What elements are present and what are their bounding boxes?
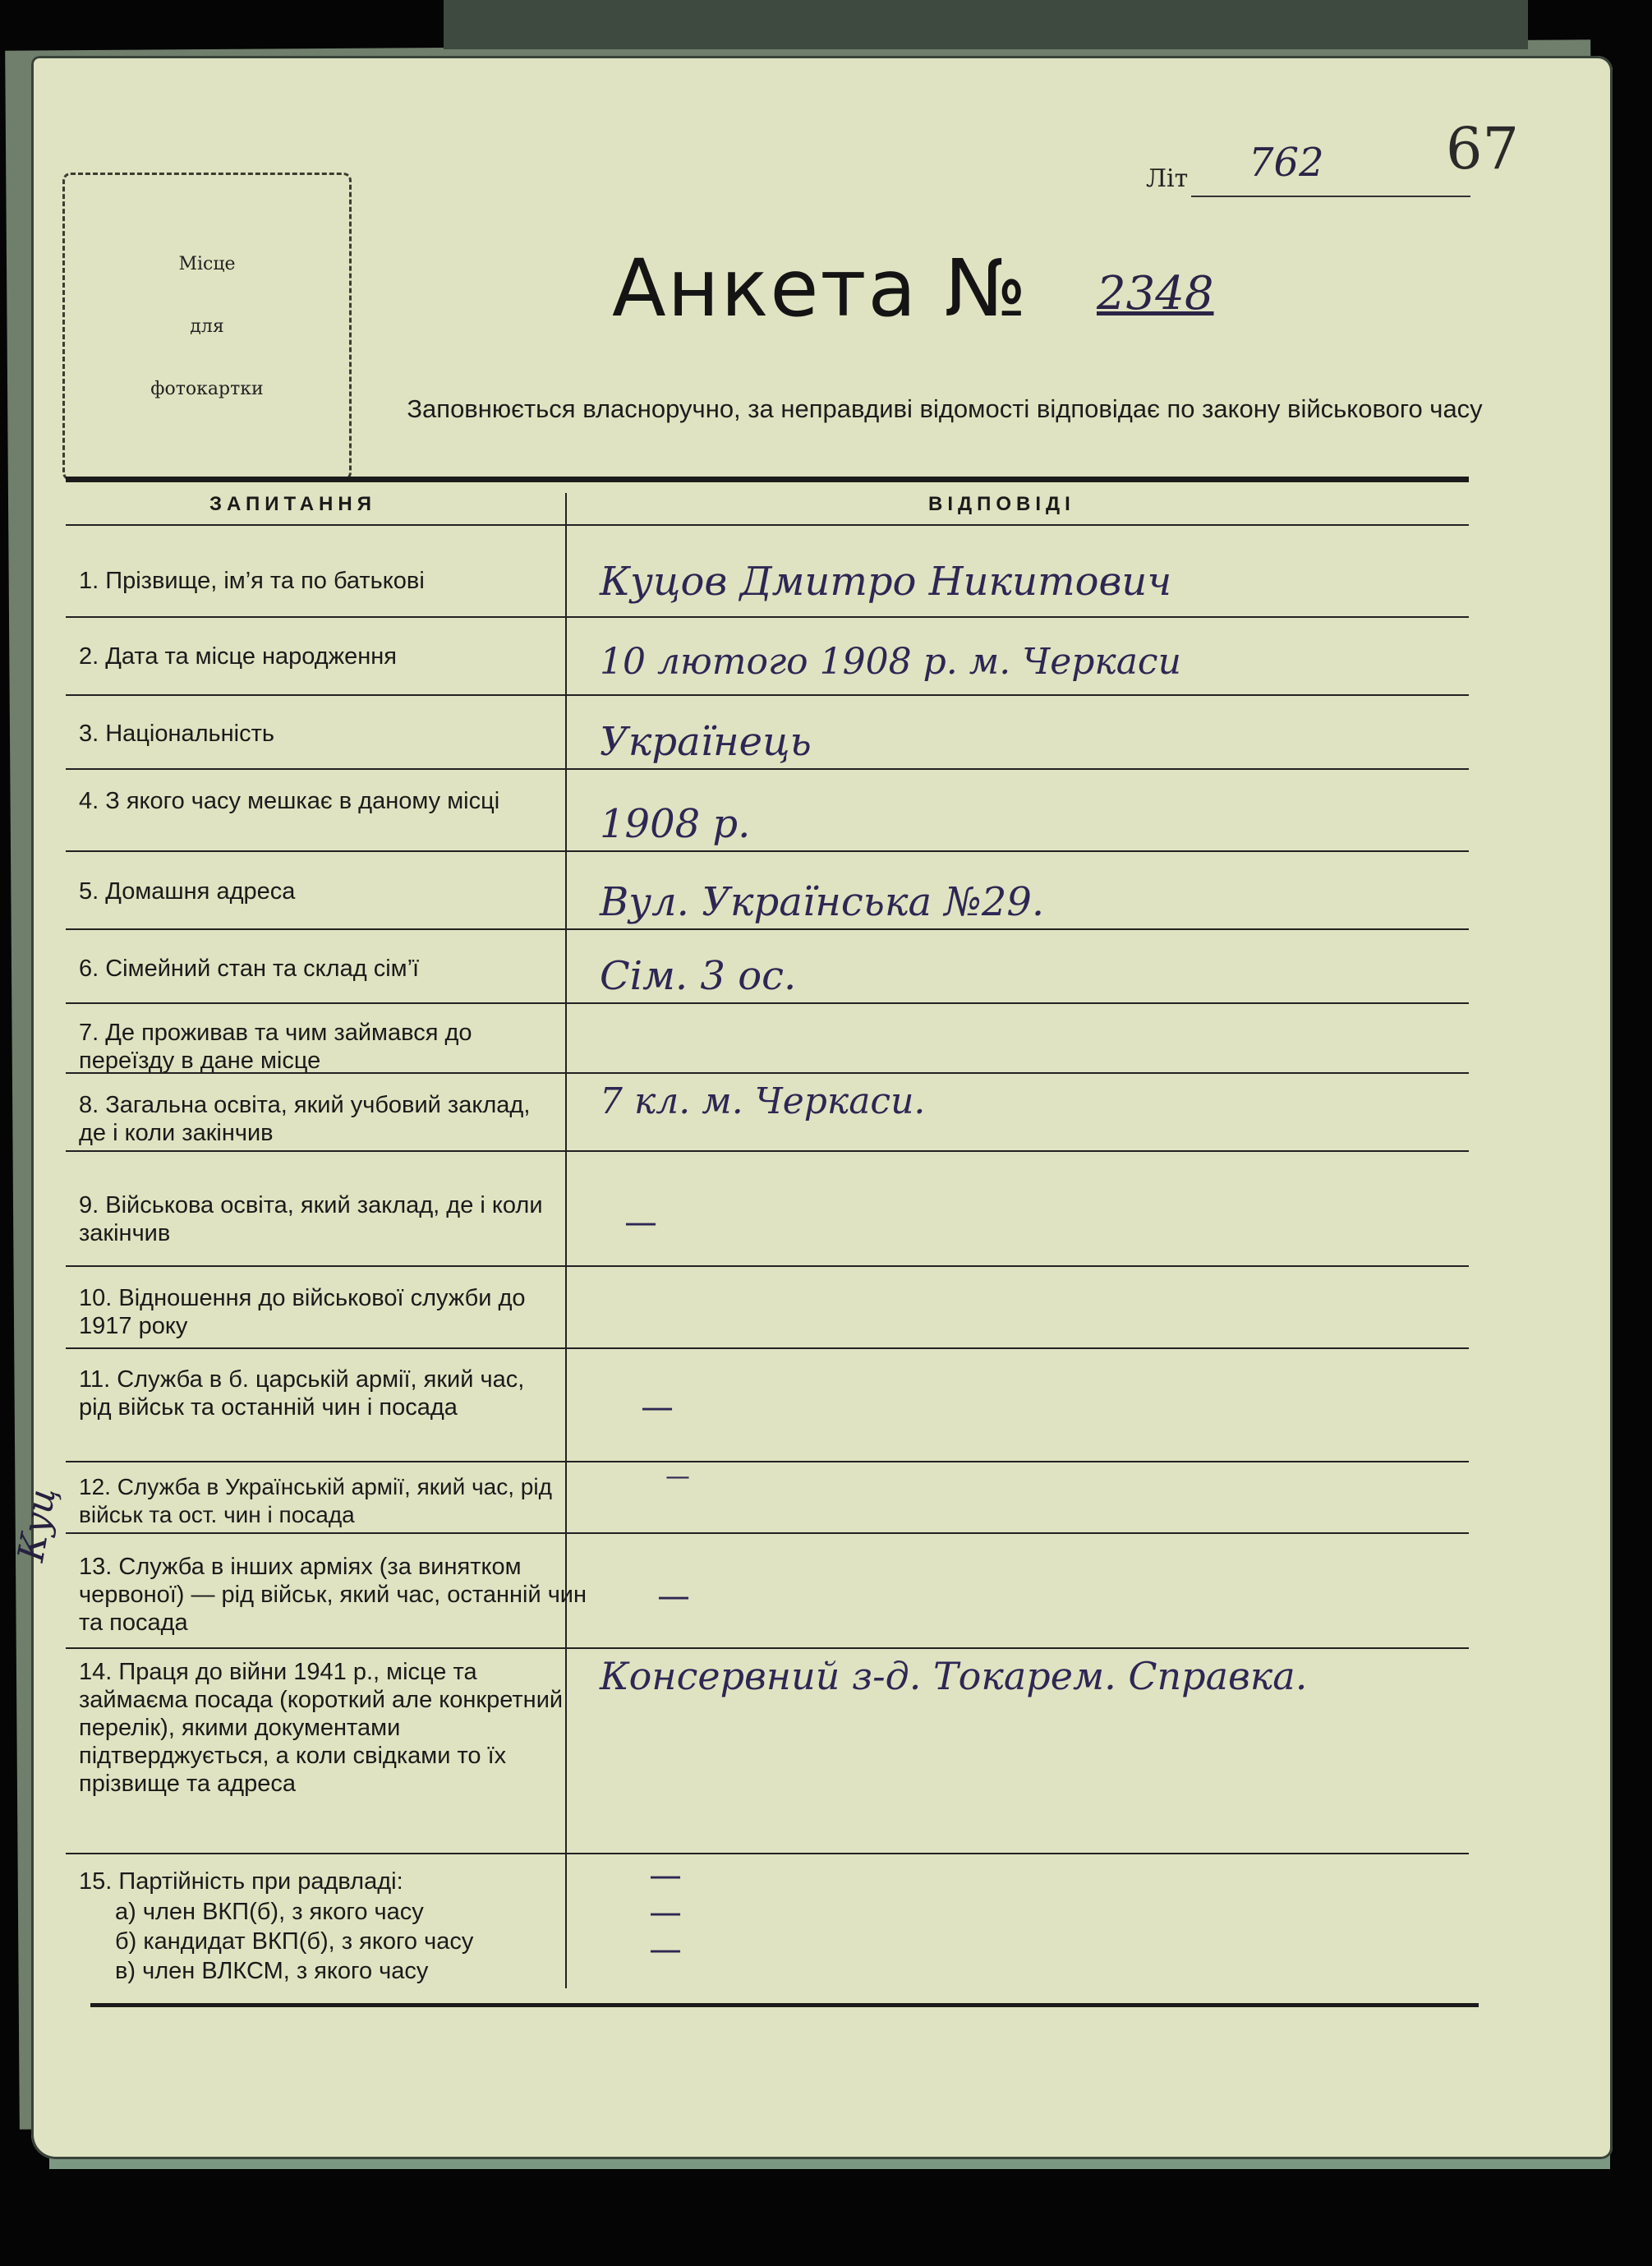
question-3: 3. Національність: [79, 721, 275, 747]
question-10: 10. Відношення до військової служби до 1917 року: [79, 1285, 526, 1339]
photo-label-1: Місце: [178, 253, 236, 274]
question-8: 8. Загальна освіта, який учбовий заклад, де і коли закінчив: [79, 1092, 531, 1146]
page-number: 67: [1446, 115, 1520, 182]
questions-column-header: ЗАПИТАННЯ: [209, 493, 376, 515]
row-line-2: [66, 694, 1469, 696]
answer-1: Куцов Дмитро Никитович: [600, 559, 1172, 605]
answer-15-b: —: [649, 1894, 682, 1932]
header-row-line: [66, 524, 1469, 526]
row-line-7: [66, 1072, 1469, 1074]
row-line-3: [66, 768, 1469, 770]
lit-number: 762: [1249, 140, 1324, 186]
row-line-4: [66, 850, 1469, 852]
question-13: 13. Служба в інших арміях (за винятком червоної) — рід військ, який час, останній чин та посада: [79, 1554, 587, 1636]
answer-5: Вул. Українська №29.: [600, 879, 1045, 925]
lit-label: Літ: [1146, 164, 1189, 193]
form-number: 2348: [1097, 267, 1214, 320]
row-line-5: [66, 928, 1469, 930]
question-15-b: б) кандидат ВКП(б), з якого часу: [115, 1928, 474, 1955]
question-4: 4. З якого часу мешкає в даному місці: [79, 788, 500, 814]
form-title: Анкета №: [612, 242, 1028, 334]
row-line-1: [66, 616, 1469, 618]
question-11: 11. Служба в б. царській армії, який час, рід військ та останній чин і посада: [79, 1366, 525, 1421]
edge-handwriting: Куц: [10, 1484, 65, 1565]
question-5: 5. Домашня адреса: [79, 878, 296, 905]
question-14: 14. Праця до війни 1941 р., місце та займаєма посада (короткий але конкретний перелік), якими документами підтверджується, а коли свідками то їх прізвище та адреса: [79, 1659, 564, 1797]
answer-8: 7 кл. м. Черкаси.: [600, 1080, 926, 1122]
row-line-14: [66, 1853, 1469, 1854]
row-line-9: [66, 1265, 1469, 1267]
row-line-10: [66, 1347, 1469, 1349]
photo-placeholder: [62, 173, 352, 481]
answer-14: Консервний з-д. Токарем. Справка.: [600, 1654, 1308, 1698]
row-line-12: [66, 1532, 1469, 1534]
question-15: 15. Партійність при радвладі:: [79, 1868, 403, 1895]
answer-4: 1908 р.: [600, 801, 751, 847]
bottom-rule: [90, 2003, 1479, 2007]
answer-15-a: —: [649, 1857, 682, 1895]
answer-6: Сім. 3 ос.: [600, 953, 797, 999]
question-1: 1. Прізвище, ім’я та по батькові: [79, 568, 425, 594]
row-line-13: [66, 1647, 1469, 1649]
answer-12: —: [665, 1462, 690, 1491]
answer-11: —: [641, 1389, 674, 1426]
question-6: 6. Сімейний стан та склад сім’ї: [79, 956, 420, 982]
answer-9: —: [624, 1204, 657, 1241]
lit-line: [1191, 196, 1470, 197]
question-7: 7. Де проживав та чим займався до переїзду в дане місце: [79, 1020, 472, 1074]
row-line-11: [66, 1461, 1469, 1462]
question-9: 9. Військова освіта, який заклад, де і коли закінчив: [79, 1192, 543, 1246]
photo-label-2: для: [190, 315, 224, 337]
question-2: 2. Дата та місце народження: [79, 643, 397, 670]
row-line-8: [66, 1150, 1469, 1152]
row-line-6: [66, 1002, 1469, 1004]
answer-15-c: —: [649, 1931, 682, 1969]
question-15-a: а) член ВКП(б), з якого часу: [115, 1899, 424, 1925]
answers-column-header: ВІДПОВІДІ: [928, 493, 1075, 515]
photo-label-3: фотокартки: [150, 379, 264, 400]
answer-2: 10 лютого 1908 р. м. Черкаси: [600, 641, 1181, 683]
form-subtitle: Заповнюється власноручно, за неправдиві відомості відповідає по закону військового часу: [407, 394, 1483, 423]
question-12: 12. Служба в Українській армії, який час, рід військ та ост. чин і посада: [79, 1474, 552, 1527]
header-rule: [66, 477, 1469, 482]
answer-3: Українець: [600, 719, 812, 765]
question-15-c: в) член ВЛКСМ, з якого часу: [115, 1958, 429, 1984]
answer-13: —: [657, 1577, 690, 1615]
